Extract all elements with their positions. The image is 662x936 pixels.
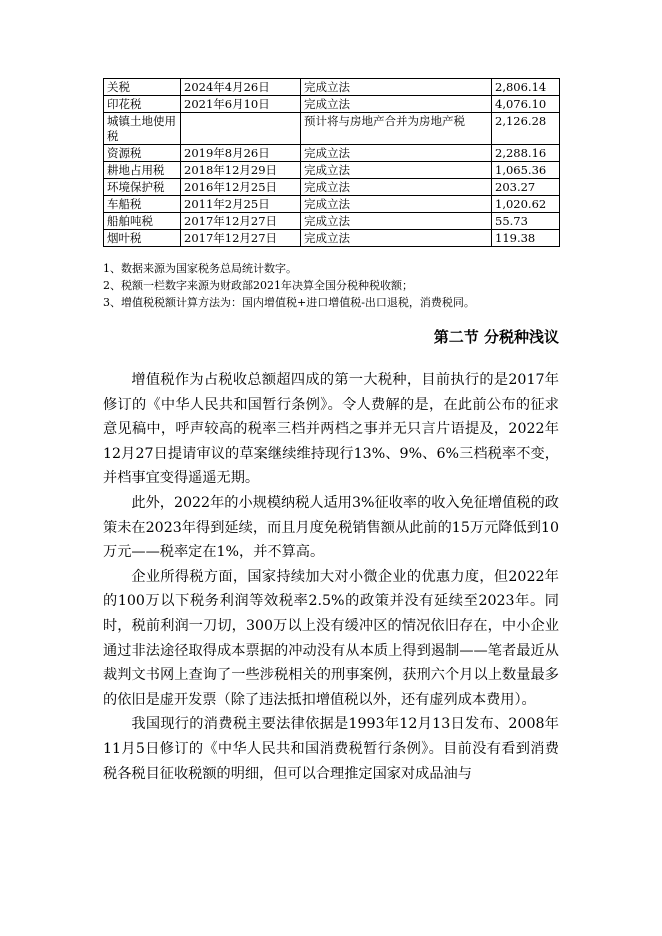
amount-cell: 203.27 [492,179,560,196]
tax-legislation-table [103,78,560,247]
tax-name-cell: 印花税 [104,96,181,113]
table-row [104,145,560,162]
amount-cell: 119.38 [492,230,560,247]
table-row [104,113,560,145]
paragraph: 企业所得税方面，国家持续加大对小微企业的优惠力度，但2022年的100万以下税务利润等效税率2.5%的政策并没有延续至2023年。同时，税前利润一刀切，300万以上没有缓冲区的情况依旧存在，中小企业通过非法途径取得成本票据的冲动没有从本质上得到遏制——笔者最近从裁判文书网上查询了一些涉税相关的刑事案例，获刑六个月以上数量最多的依旧是虚开发票（除了违法抵扣增值税以外，还有虚列成本费用）。 [103,568,559,708]
tax-name-cell: 环境保护税 [104,179,181,196]
enact-date-cell: 2019年8月26日 [181,145,301,162]
table-row [104,230,560,247]
paragraph: 增值税作为占税收总额超四成的第一大税种，目前执行的是2017年修订的《中华人民共和国暂行条例》。令人费解的是，在此前公布的征求意见稿中，呼声较高的税率三档并两档之事并无只言片语提及，2022年12月27日提请审议的草案继续维持现行13%、9%、6%三档税率不变，并档事宜变得遥遥无期。 [103,372,559,487]
tax-name-cell: 烟叶税 [104,230,181,247]
note-line: 3、增值税税额计算方法为：国内增值税+进口增值税-出口退税，消费税同。 [103,296,475,309]
enact-date-cell: 2017年12月27日 [181,213,301,230]
enact-date-cell: 2024年4月26日 [181,79,301,96]
table-row [104,96,560,113]
amount-cell: 55.73 [492,213,560,230]
tax-name-cell: 船舶吨税 [104,213,181,230]
amount-cell: 2,806.14 [492,79,560,96]
paragraph: 此外，2022年的小规模纳税人适用3%征收率的收入免征增值税的政策未在2023年得到延续，而且月度免税销售额从此前的15万元降低到10万元——税率定在1%，并不算高。 [103,494,559,561]
status-cell: 完成立法 [301,145,492,162]
tax-name-cell: 耕地占用税 [104,162,181,179]
paragraph: 我国现行的消费税主要法律依据是1993年12月13日发布、2008年11月5日修订的《中华人民共和国消费税暂行条例》。目前没有看到消费税各税目征收税额的明细，但可以合理推定国家对成品油与 [103,716,559,782]
status-cell: 完成立法 [301,96,492,113]
enact-date-cell: 2016年12月25日 [181,179,301,196]
status-cell: 完成立法 [301,79,492,96]
note-line: 1、数据来源为国家税务总局统计数字。 [103,262,297,275]
status-cell: 完成立法 [301,196,492,213]
tax-name-cell: 资源税 [104,145,181,162]
section-title: 第二节 分税种浅议 [433,328,559,346]
enact-date-cell: 2011年2月25日 [181,196,301,213]
enact-date-cell: 2018年12月29日 [181,162,301,179]
amount-cell: 4,076.10 [492,96,560,113]
table-row [104,79,560,96]
status-cell: 完成立法 [301,213,492,230]
amount-cell: 1,020.62 [492,196,560,213]
tax-name-cell: 车船税 [104,196,181,213]
tax-name-cell: 城镇土地使用税 [104,113,181,145]
tax-name-cell: 关税 [104,79,181,96]
table-row [104,196,560,213]
status-cell: 预计将与房地产合并为房地产税 [301,113,492,145]
amount-cell: 2,288.16 [492,145,560,162]
status-cell: 完成立法 [301,230,492,247]
table-row [104,162,560,179]
status-cell: 完成立法 [301,162,492,179]
status-cell: 完成立法 [301,179,492,196]
amount-cell: 1,065.36 [492,162,560,179]
note-line: 2、税额一栏数字来源为财政部2021年决算全国分税种税收额； [103,279,413,292]
body-text [103,368,559,786]
enact-date-cell [181,113,301,145]
table-row [104,179,560,196]
enact-date-cell: 2021年6月10日 [181,96,301,113]
table-notes [103,260,573,311]
table-row [104,213,560,230]
amount-cell: 2,126.28 [492,113,560,145]
enact-date-cell: 2017年12月27日 [181,230,301,247]
